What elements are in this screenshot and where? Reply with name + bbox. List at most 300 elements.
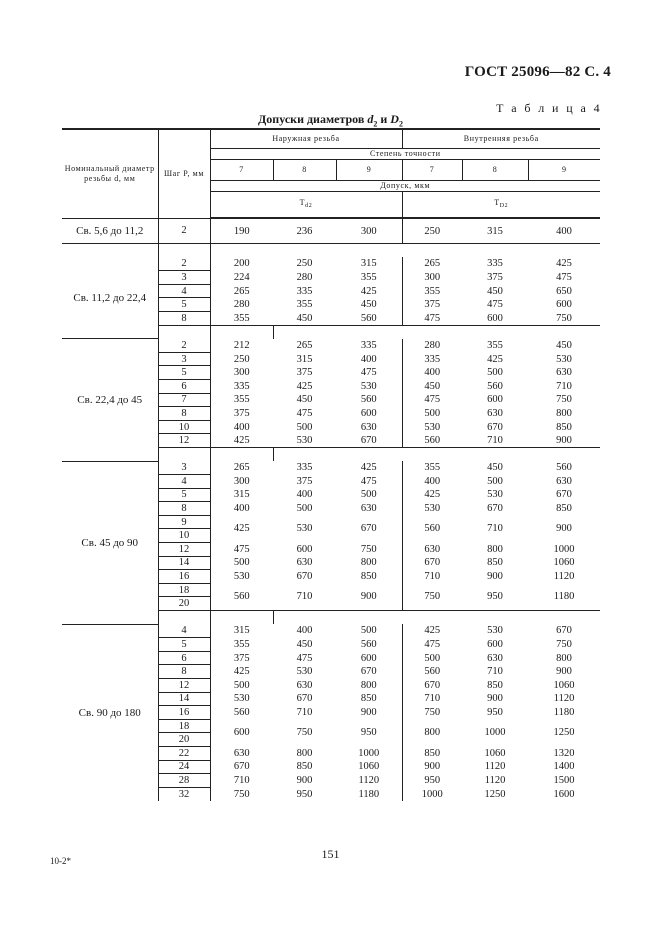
tolerance-cell: 560 — [210, 583, 273, 610]
tolerance-cell: 315 — [296, 353, 313, 365]
tolerance-cell: 630 — [487, 652, 503, 664]
pitch-cell: 3 — [158, 352, 210, 366]
pitch-cell: 16 — [158, 570, 210, 584]
tolerance-cell: 560 — [336, 638, 402, 652]
table-row — [62, 339, 600, 353]
tolerance-cell: 212 — [233, 339, 250, 351]
header-grade-int-8: 8 — [462, 159, 528, 180]
spacer-pitch — [158, 244, 210, 258]
pitch-cell: 8 — [158, 665, 210, 679]
tolerance-cell: 800 — [556, 652, 572, 664]
tolerance-cell: 250 — [402, 218, 462, 244]
header-grade-ext-7: 7 — [210, 159, 273, 180]
tolerance-cell: 500 — [296, 421, 313, 433]
tolerance-cell: 630 — [233, 747, 250, 759]
tolerance-cell: 750 — [556, 394, 572, 406]
tolerance-cell: 450 — [296, 639, 313, 651]
pitch-cell: 7 — [158, 393, 210, 407]
tolerance-cell: 1120 — [553, 571, 575, 583]
table-title-d-sub: 2 — [373, 119, 378, 129]
tolerance-cell: 500 — [336, 624, 402, 638]
tolerance-cell: 375 — [233, 652, 250, 664]
pitch-cell: 16 — [158, 706, 210, 720]
tolerance-cell: 400 — [528, 218, 600, 244]
tolerance-cell: 1250 — [484, 788, 506, 800]
tolerance-cell: 670 — [233, 761, 250, 773]
tolerance-cell: 475 — [424, 394, 441, 406]
tolerance-cell: 600 — [296, 543, 313, 555]
header-grade-ext-9: 9 — [336, 159, 402, 180]
t-ext-letter: T — [299, 197, 306, 207]
table-title-D: D — [390, 112, 399, 126]
tolerance-cell: 670 — [336, 665, 402, 679]
tolerance-cell: 1120 — [484, 761, 506, 773]
tolerance-cell: 475 — [336, 366, 402, 380]
tolerance-cell: 530 — [336, 379, 402, 393]
tolerance-cell: 800 — [336, 556, 402, 570]
tolerance-cell: 250 — [233, 353, 250, 365]
tolerance-cell: 630 — [556, 367, 572, 379]
table-row — [62, 461, 600, 475]
pitch-cell: 20 — [158, 597, 210, 611]
tolerance-cell: 900 — [556, 523, 572, 535]
tolerance-cell: 500 — [233, 557, 250, 569]
tolerance-cell: 1000 — [421, 788, 443, 800]
tolerance-cell: 600 — [487, 639, 503, 651]
tolerance-cell: 530 — [296, 666, 313, 678]
tolerance-cell: 450 — [296, 394, 313, 406]
tolerance-cell: 950 — [336, 719, 402, 746]
diameter-range-cell: Св. 22,4 до 45 — [62, 339, 158, 461]
group-spacer — [62, 244, 600, 258]
tolerance-cell: 530 — [233, 571, 250, 583]
tolerance-cell: 710 — [424, 571, 441, 583]
tolerance-cell: 900 — [487, 693, 503, 705]
tolerance-cell: 670 — [424, 557, 441, 569]
tolerance-cell: 670 — [487, 421, 503, 433]
tolerance-cell: 1060 — [336, 760, 402, 774]
tolerance-cell: 400 — [296, 625, 313, 637]
tolerance-cell: 224 — [233, 271, 250, 283]
tolerance-cell: 850 — [424, 747, 441, 759]
tolerance-cell: 850 — [336, 692, 402, 706]
tolerance-cell: 400 — [233, 421, 250, 433]
tolerance-cell: 950 — [424, 774, 441, 786]
tolerance-cell: 475 — [296, 407, 313, 419]
spacer-values — [210, 244, 600, 258]
tolerance-cell: 335 — [487, 258, 503, 270]
tolerance-cell: 750 — [402, 583, 462, 610]
page-number: 151 — [321, 847, 340, 861]
header-diameter: Номинальный диаметр резьбы d, мм — [62, 129, 158, 218]
tolerance-cell: 280 — [424, 339, 441, 351]
diameter-range-cell: Св. 90 до 180 — [62, 624, 158, 801]
tolerance-cell: 710 — [296, 706, 313, 718]
tolerance-cell: 425 — [424, 625, 441, 637]
tolerance-cell: 750 — [296, 727, 313, 739]
table-title-D-sub: 2 — [398, 119, 403, 129]
tolerance-cell: 710 — [273, 583, 336, 610]
tolerance-cell: 850 — [556, 421, 572, 433]
tolerance-cell: 900 — [487, 571, 503, 583]
tolerance-cell: 400 — [233, 503, 250, 515]
tolerance-cell: 475 — [233, 543, 250, 555]
tolerance-cell: 1000 — [336, 746, 402, 760]
tolerance-cell: 750 — [528, 311, 600, 325]
tolerance-cell: 375 — [233, 407, 250, 419]
tolerance-cell: 265 — [296, 339, 313, 351]
tolerance-cell: 1000 — [484, 727, 506, 739]
tolerance-cell: 475 — [402, 311, 462, 325]
tolerance-cell: 425 — [233, 666, 250, 678]
tolerance-cell: 900 — [424, 761, 441, 773]
tolerance-cell: 630 — [336, 502, 402, 516]
tolerance-cell: 450 — [336, 298, 402, 312]
spacer-range — [62, 244, 158, 258]
tolerance-cell: 630 — [424, 543, 441, 555]
header-tolerance: Допуск, мкм — [210, 180, 600, 191]
tolerance-cell: 1120 — [553, 693, 575, 705]
tolerance-cell: 1600 — [553, 788, 575, 800]
spacer-values — [273, 447, 600, 461]
tolerance-cell: 450 — [556, 339, 572, 351]
pitch-cell: 18 — [158, 583, 210, 597]
tolerance-cell: 355 — [296, 299, 313, 311]
tolerance-cell: 670 — [487, 503, 503, 515]
spacer-range — [158, 611, 210, 625]
tolerance-cell: 425 — [336, 461, 402, 475]
table-title-prefix: Допуски диаметров — [258, 112, 368, 126]
tolerance-cell: 1120 — [336, 774, 402, 788]
pitch-cell: 8 — [158, 407, 210, 421]
pitch-cell: 6 — [158, 651, 210, 665]
pitch-cell: 14 — [158, 692, 210, 706]
tolerance-cell: 900 — [336, 583, 402, 610]
pitch-cell: 18 — [158, 719, 210, 733]
tolerance-cell: 850 — [296, 761, 313, 773]
pitch-cell: 5 — [158, 488, 210, 502]
tolerance-cell: 450 — [273, 311, 336, 325]
tolerance-cell: 280 — [296, 271, 313, 283]
tolerance-cell: 355 — [336, 271, 402, 285]
tolerance-cell: 630 — [556, 475, 572, 487]
tolerance-cell: 400 — [296, 489, 313, 501]
header-t-ext — [210, 191, 402, 218]
tolerance-cell: 670 — [336, 515, 402, 542]
tolerance-cell: 800 — [424, 727, 441, 739]
table-title — [0, 112, 661, 128]
tolerance-cell: 560 — [336, 311, 402, 325]
pitch-cell: 2 — [158, 257, 210, 271]
pitch-cell: 12 — [158, 543, 210, 557]
tolerance-cell: 315 — [462, 218, 528, 244]
tolerance-cell: 1180 — [336, 787, 402, 801]
tolerance-cell: 530 — [296, 523, 313, 535]
tolerance-cell: 265 — [424, 258, 441, 270]
tolerance-cell: 670 — [556, 625, 572, 637]
tolerance-cell: 315 — [336, 257, 402, 271]
tolerance-cell: 630 — [487, 407, 503, 419]
tolerance-cell: 710 — [424, 693, 441, 705]
pitch-cell: 5 — [158, 638, 210, 652]
tolerance-cell: 530 — [556, 353, 572, 365]
header-grade-ext-8: 8 — [273, 159, 336, 180]
tolerance-cell: 950 — [487, 706, 503, 718]
tolerance-cell: 1180 — [528, 583, 600, 610]
tolerance-cell: 670 — [336, 434, 402, 448]
pitch-cell: 20 — [158, 733, 210, 747]
tolerance-table-wrapper — [62, 128, 600, 801]
tolerance-cell: 500 — [424, 652, 441, 664]
tolerance-cell: 335 — [296, 462, 313, 474]
tolerance-cell: 355 — [487, 339, 503, 351]
tolerance-cell: 560 — [424, 666, 441, 678]
spacer-range — [158, 447, 210, 461]
tolerance-cell: 425 — [487, 353, 503, 365]
tolerance-cell: 400 — [336, 352, 402, 366]
tolerance-cell: 560 — [402, 434, 462, 448]
tolerance-cell: 850 — [336, 570, 402, 584]
pitch-cell: 2 — [158, 218, 210, 244]
tolerance-cell: 650 — [556, 285, 572, 297]
header-t-int — [402, 191, 600, 218]
tolerance-cell: 630 — [296, 679, 313, 691]
tolerance-cell: 315 — [233, 489, 250, 501]
pitch-cell: 6 — [158, 379, 210, 393]
pitch-cell: 8 — [158, 311, 210, 325]
tolerance-cell: 900 — [296, 774, 313, 786]
tolerance-cell: 1060 — [553, 679, 575, 691]
diameter-range-cell: Св. 11,2 до 22,4 — [62, 257, 158, 339]
tolerance-cell: 950 — [296, 788, 313, 800]
diameter-range-cell: Св. 45 до 90 — [62, 461, 158, 624]
t-int-letter: T — [494, 197, 500, 207]
table-row — [62, 218, 600, 244]
tolerance-cell: 500 — [487, 367, 503, 379]
tolerance-cell: 500 — [336, 488, 402, 502]
table-title-and: и — [377, 112, 391, 126]
spacer-values — [273, 611, 600, 625]
tolerance-cell: 300 — [233, 475, 250, 487]
tolerance-cell: 560 — [424, 523, 441, 535]
spacer-range — [158, 325, 210, 339]
tolerance-cell: 475 — [424, 639, 441, 651]
header-grade-int-7: 7 — [402, 159, 462, 180]
t-int-subscript: D2 — [499, 202, 509, 209]
pitch-cell: 10 — [158, 420, 210, 434]
pitch-cell: 3 — [158, 271, 210, 285]
tolerance-cell: 475 — [296, 652, 313, 664]
tolerance-cell: 710 — [233, 774, 250, 786]
tolerance-cell: 670 — [296, 571, 313, 583]
tolerance-cell: 900 — [528, 434, 600, 448]
table-row — [62, 624, 600, 638]
tolerance-cell: 500 — [296, 503, 313, 515]
tolerance-cell: 265 — [233, 462, 250, 474]
tolerance-cell: 475 — [556, 271, 572, 283]
pitch-cell: 9 — [158, 515, 210, 529]
pitch-cell: 14 — [158, 556, 210, 570]
tolerance-cell: 335 — [233, 380, 250, 392]
tolerance-cell: 600 — [462, 311, 528, 325]
tolerance-cell: 280 — [233, 299, 250, 311]
tolerance-cell: 425 — [210, 434, 273, 448]
tolerance-cell: 425 — [336, 284, 402, 298]
table-body — [62, 218, 600, 801]
tolerance-cell: 500 — [424, 407, 441, 419]
tolerance-cell: 335 — [424, 353, 441, 365]
tolerance-cell: 900 — [336, 706, 402, 720]
header-grade: Степень точности — [210, 148, 600, 159]
tolerance-cell: 750 — [336, 543, 402, 557]
tolerance-cell: 265 — [233, 285, 250, 297]
tolerance-cell: 750 — [424, 706, 441, 718]
header-pitch: Шаг P, мм — [158, 129, 210, 218]
tolerance-cell: 710 — [487, 523, 503, 535]
tolerance-cell: 300 — [336, 218, 402, 244]
header-external: Наружная резьба — [210, 129, 402, 148]
tolerance-cell: 1120 — [484, 774, 506, 786]
tolerance-cell: 530 — [273, 434, 336, 448]
tolerance-cell: 600 — [336, 407, 402, 421]
spacer-pitch — [210, 611, 273, 625]
tolerance-cell: 1060 — [553, 557, 575, 569]
table-header — [62, 129, 600, 218]
tolerance-table — [62, 128, 600, 801]
t-ext-subscript: d2 — [305, 202, 313, 209]
tolerance-cell: 530 — [233, 693, 250, 705]
pitch-cell: 4 — [158, 284, 210, 298]
tolerance-cell: 355 — [233, 394, 250, 406]
tolerance-cell: 375 — [296, 475, 313, 487]
table-title-d: d — [367, 112, 374, 126]
spacer-values — [273, 325, 600, 339]
pitch-cell: 2 — [158, 339, 210, 353]
document-id: ГОСТ 25096—82 С. 4 — [464, 64, 611, 80]
tolerance-cell: 250 — [296, 258, 313, 270]
tolerance-cell: 800 — [296, 747, 313, 759]
tolerance-cell: 450 — [487, 285, 503, 297]
header-internal: Внутренняя резьба — [402, 129, 600, 148]
pitch-cell: 4 — [158, 624, 210, 638]
tolerance-cell: 600 — [233, 727, 250, 739]
tolerance-cell: 500 — [487, 475, 503, 487]
tolerance-cell: 315 — [233, 625, 250, 637]
pitch-cell: 10 — [158, 529, 210, 543]
pitch-cell: 4 — [158, 475, 210, 489]
tolerance-cell: 670 — [556, 489, 572, 501]
tolerance-cell: 190 — [210, 218, 273, 244]
tolerance-cell: 425 — [296, 380, 313, 392]
tolerance-cell: 630 — [336, 420, 402, 434]
tolerance-cell: 600 — [336, 651, 402, 665]
tolerance-cell: 450 — [487, 462, 503, 474]
tolerance-cell: 560 — [487, 380, 503, 392]
pitch-cell: 12 — [158, 434, 210, 448]
tolerance-cell: 800 — [487, 543, 503, 555]
tolerance-cell: 400 — [424, 367, 441, 379]
tolerance-cell: 600 — [487, 394, 503, 406]
pitch-cell: 5 — [158, 366, 210, 380]
tolerance-cell: 600 — [556, 299, 572, 311]
tolerance-cell: 300 — [233, 367, 250, 379]
tolerance-cell: 710 — [462, 434, 528, 448]
tolerance-cell: 425 — [424, 489, 441, 501]
tolerance-cell: 850 — [556, 503, 572, 515]
tolerance-cell: 530 — [424, 421, 441, 433]
pitch-cell: 28 — [158, 774, 210, 788]
tolerance-cell: 300 — [424, 271, 441, 283]
tolerance-cell: 800 — [556, 407, 572, 419]
pitch-cell: 8 — [158, 502, 210, 516]
tolerance-cell: 425 — [556, 258, 572, 270]
pitch-cell: 22 — [158, 746, 210, 760]
tolerance-cell: 475 — [487, 299, 503, 311]
tolerance-cell: 560 — [336, 393, 402, 407]
tolerance-cell: 710 — [487, 666, 503, 678]
tolerance-cell: 1180 — [553, 706, 575, 718]
tolerance-cell: 375 — [296, 367, 313, 379]
tolerance-cell: 670 — [296, 693, 313, 705]
tolerance-cell: 850 — [487, 679, 503, 691]
diameter-range-cell: Св. 5,6 до 11,2 — [62, 218, 158, 244]
tolerance-cell: 450 — [424, 380, 441, 392]
tolerance-cell: 1500 — [553, 774, 575, 786]
spacer-pitch — [210, 447, 273, 461]
tolerance-cell: 355 — [233, 639, 250, 651]
tolerance-cell: 800 — [336, 679, 402, 693]
tolerance-cell: 1250 — [553, 727, 575, 739]
table-label: Т а б л и ц а 4 — [496, 101, 602, 115]
tolerance-cell: 530 — [487, 489, 503, 501]
tolerance-cell: 355 — [424, 462, 441, 474]
tolerance-cell: 375 — [424, 299, 441, 311]
tolerance-cell: 710 — [556, 380, 572, 392]
header-grade-int-9: 9 — [528, 159, 600, 180]
tolerance-cell: 670 — [424, 679, 441, 691]
tolerance-cell: 335 — [336, 339, 402, 353]
tolerance-cell: 335 — [296, 285, 313, 297]
tolerance-cell: 375 — [487, 271, 503, 283]
pitch-cell: 5 — [158, 298, 210, 312]
pitch-cell: 12 — [158, 679, 210, 693]
table-row — [62, 257, 600, 271]
tolerance-cell: 475 — [336, 475, 402, 489]
tolerance-cell: 900 — [556, 666, 572, 678]
pitch-cell: 3 — [158, 461, 210, 475]
tolerance-cell: 750 — [556, 639, 572, 651]
tolerance-cell: 560 — [556, 462, 572, 474]
tolerance-cell: 630 — [296, 557, 313, 569]
spacer-pitch — [210, 325, 273, 339]
tolerance-cell: 355 — [210, 311, 273, 325]
tolerance-cell: 530 — [487, 625, 503, 637]
tolerance-cell: 950 — [462, 583, 528, 610]
tolerance-cell: 1400 — [553, 761, 575, 773]
footer-note: 10-2* — [50, 856, 71, 866]
tolerance-cell: 850 — [487, 557, 503, 569]
tolerance-cell: 560 — [233, 706, 250, 718]
pitch-cell: 24 — [158, 760, 210, 774]
tolerance-cell: 750 — [233, 788, 250, 800]
tolerance-cell: 200 — [233, 258, 250, 270]
tolerance-cell: 400 — [424, 475, 441, 487]
tolerance-cell: 236 — [273, 218, 336, 244]
tolerance-cell: 1060 — [484, 747, 506, 759]
tolerance-cell: 1320 — [553, 747, 575, 759]
tolerance-cell: 355 — [424, 285, 441, 297]
tolerance-cell: 530 — [424, 503, 441, 515]
